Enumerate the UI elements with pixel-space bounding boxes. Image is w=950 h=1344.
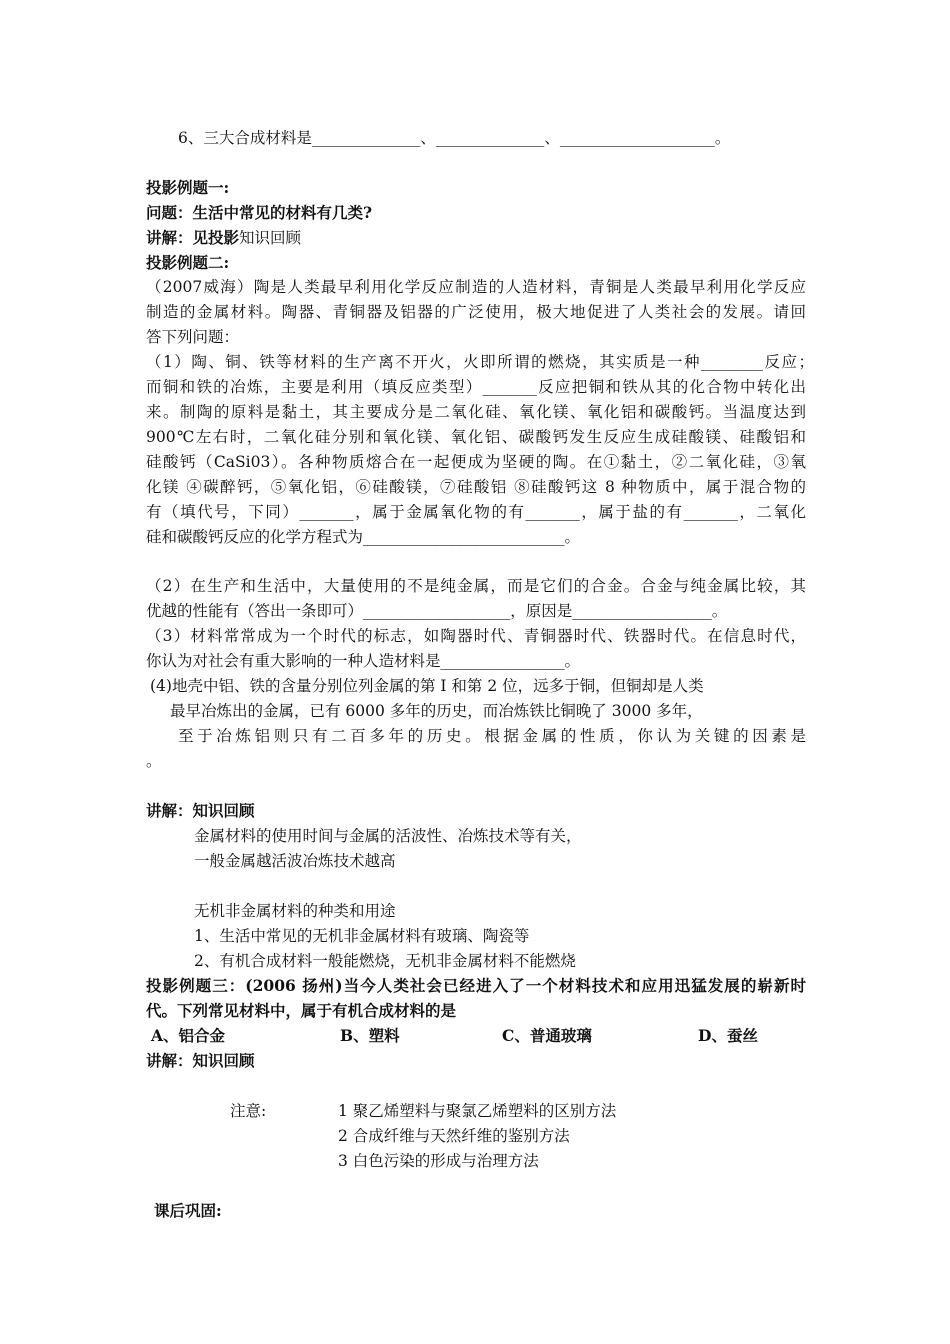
part-1-line: 来。制陶的原料是黏土，其主要成分是二氧化硅、氧化镁、氧化铝和碳酸钙。当温度达到: [146, 403, 806, 421]
explain-2-line: 一般金属越活波冶炼技术越高: [194, 852, 396, 870]
inorganic-line: 1、生活中常见的无机非金属材料有玻璃、陶瓷等: [194, 927, 530, 945]
example-2-intro-line: 答下列问题：: [146, 328, 240, 346]
part-1-line: 硅酸钙（CaSi03）。各种物质熔合在一起便成为坚硬的陶。在①黏土，②二氧化硅，③氧: [146, 453, 806, 471]
example-2-intro-line: 制造的金属材料。陶器、青铜器及铝器的广泛使用，极大地促进了人类社会的发展。请回: [146, 303, 806, 321]
example-3-line: 代。下列常见材料中，属于有机合成材料的是: [146, 1001, 457, 1020]
example-1-question: 问题：生活中常见的材料有几类?: [146, 203, 373, 222]
note-item: 1 聚乙烯塑料与聚氯乙烯塑料的区别方法: [338, 1102, 617, 1120]
part-1-line: 而铜和铁的冶炼，主要是利用（填反应类型）_______反应把铜和铁从其的化合物中转化出: [146, 378, 806, 396]
part-2-line: （2）在生产和生活中，大量使用的不是纯金属，而是它们的合金。合金与纯金属比较，其: [146, 577, 806, 595]
part-1-line: 硅和碳酸钙反应的化学方程式为__________________________。: [146, 528, 581, 546]
part-4-line: 最早冶炼出的金属，已有 6000 多年的历史，而冶炼铁比铜晚了 3000 多年，: [170, 702, 703, 720]
homework-title: 课后巩固:: [154, 1201, 222, 1220]
example-2-intro-line: （2007威海）陶是人类最早利用化学反应制造的人造材料，青铜是人类最早利用化学反应: [146, 278, 806, 296]
part-2-line: 优越的性能有（答出一条即可）___________________，原因是__________________。: [146, 602, 728, 620]
option-c: C、普通玻璃: [502, 1026, 592, 1045]
inorganic-line: 2、有机合成材料一般能燃烧，无机非金属材料不能燃烧: [194, 952, 576, 970]
explain-2-line: 金属材料的使用时间与金属的活波性、冶炼技术等有关，: [194, 827, 582, 845]
part-3-line: 你认为对社会有重大影响的一种人造材料是________________。: [146, 652, 581, 670]
part-1-line: 化镁 ④碳醉钙，⑤氧化铝，⑥硅酸镁，⑦硅酸铝 ⑧硅酸钙这 8 种物质中，属于混合物的: [146, 478, 806, 496]
example-1-explain: [146, 227, 301, 249]
notes-label: 注意:: [230, 1102, 267, 1120]
part-4-line: 至于冶炼铝则只有二百多年的历史。根据金属的性质，你认为关键的因素是: [178, 727, 806, 745]
note-item: 2 合成纤维与天然纤维的鉴别方法: [338, 1127, 570, 1145]
part-4-line: (4)地壳中铝、铁的含量分别位列金属的第 I 和第 2 位，远多于铜，但铜却是人类: [150, 677, 704, 695]
example-3-explain: 讲解：知识回顾: [146, 1051, 255, 1070]
example-3-line: 投影例题三：(2006 扬州)当今人类社会已经进入了一个材料技术和应用迅猛发展的崭新时: [146, 976, 806, 995]
part-4-line: 。: [146, 752, 162, 770]
example-1-explain-text: 知识回顾: [239, 229, 302, 247]
note-item: 3 白色污染的形成与治理方法: [338, 1152, 539, 1170]
example-2-title: 投影例题二:: [146, 253, 230, 272]
example-1-explain-label: 讲解：见投影: [146, 228, 240, 247]
question-6: 6、三大合成材料是______________、______________、____________________。: [178, 129, 731, 147]
option-a: A、铝合金: [151, 1026, 226, 1045]
part-1-line: 有（填代号，下同）_______，属于金属氧化物的有_______，属于盐的有_______，二氧化: [146, 503, 806, 521]
option-d: D、蚕丝: [698, 1026, 758, 1045]
explain-2-title: 讲解：知识回顾: [146, 801, 255, 820]
inorganic-title: 无机非金属材料的种类和用途: [194, 902, 396, 920]
option-b: B、塑料: [340, 1026, 400, 1045]
part-1-line: 900℃左右时，二氧化硅分别和氧化镁、氧化铝、碳酸钙发生反应生成硅酸镁、硅酸铝和: [146, 428, 806, 446]
part-3-line: （3）材料常常成为一个时代的标志，如陶器时代、青铜器时代、铁器时代。在信息时代，: [146, 627, 806, 645]
example-1-title: 投影例题一:: [146, 178, 230, 197]
part-1-line: （1）陶、铜、铁等材料的生产离不开火，火即所谓的燃烧，其实质是一种________反应；: [146, 353, 814, 371]
